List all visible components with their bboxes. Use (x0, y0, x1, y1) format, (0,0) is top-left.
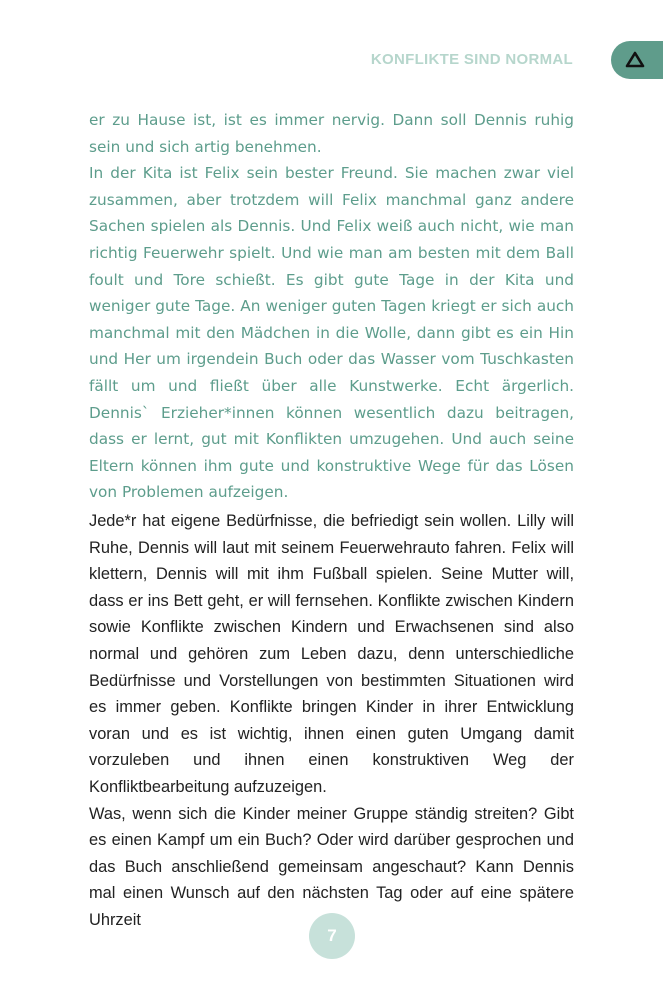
body-paragraph: Was, wenn sich die Kinder meiner Gruppe ständig streiten? Gibt es einen Kampf um ein Buch? Oder wird darüber gesprochen und das Buch anschließend gemeinsam angeschaut? Kann Dennis mal einen Wunsch auf den nächsten Tag oder auf eine spätere Uhrzeit (89, 804, 574, 929)
story-paragraph: In der Kita ist Felix sein bester Freund. Sie machen zwar viel zusammen, aber trotzdem will Felix manchmal ganz andere Sachen spielen als Dennis. Und Felix weiß auch nicht, wie man richtig Feuerwehr spielt. Und wie man am besten mit dem Ball foult und Tore schießt. Es gibt gute Tage in der Kita und weniger gute Tage. An weniger guten Tagen kriegt er sich auch manchmal mit den Mädchen in die Wolle, dann gibt es ein Hin und Her um irgendein Buch oder das Wasser vom Tuschkasten fällt um und fließt über alle Kunstwerke. Echt ärgerlich. Dennis` Erzieher*innen können wesentlich dazu beitragen, dass er lernt, gut mit Konflikten umzugehen. Und auch seine Eltern können ihm gute und konstruktive Wege für das Lösen von Problemen aufzeigen. (89, 164, 574, 502)
chapter-tab (611, 41, 663, 79)
story-passage (89, 107, 574, 506)
running-head-title: KONFLIKTE SIND NORMAL (370, 51, 573, 68)
page-number: 7 (309, 913, 355, 959)
story-paragraph: er zu Hause ist, ist es immer nervig. Dann soll Dennis ruhig sein und sich artig benehmen. (89, 111, 574, 156)
body-text (89, 508, 574, 934)
triangle-icon (625, 51, 645, 68)
body-paragraph: Jede*r hat eigene Bedürfnisse, die befriedigt sein wollen. Lilly will Ruhe, Dennis will laut mit seinem Feuerwehrauto fahren. Felix will klettern, Dennis will mit ihm Fußball spielen. Seine Mutter will, dass er ins Bett geht, er will fernsehen. Konflikte zwischen Kindern sowie Konflikte zwischen Kindern und Erwachsenen sind also normal und gehören zum Leben dazu, denn unterschiedliche Bedürfnisse und Vorstellungen von bestimmten Situationen wird es immer geben. Konflikte bringen Kinder in ihrer Entwicklung voran und es ist wichtig, ihnen einen guten Umgang damit vorzuleben und ihnen einen konstruktiven Weg der Konfliktbearbeitung aufzuzeigen. (89, 512, 574, 796)
